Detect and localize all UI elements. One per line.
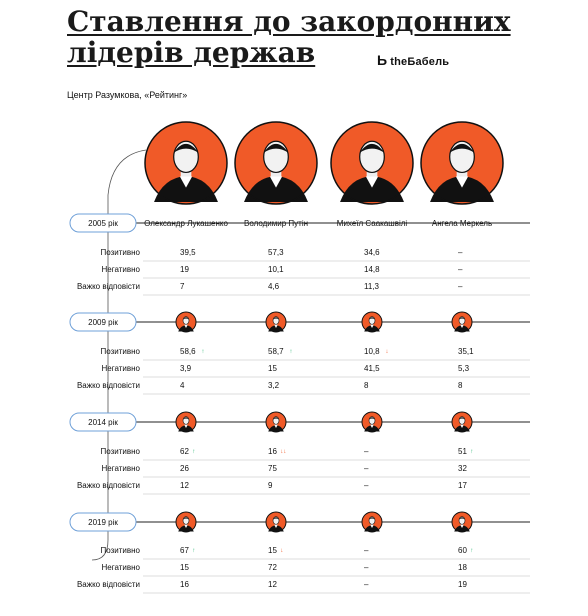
table-cell: 58,6 [180,347,196,356]
table-cell: 8 [458,381,463,390]
table-cell: 5,3 [458,364,470,373]
table-cell: – [458,265,463,274]
row-label: Позитивно [100,248,140,257]
mini-saakashvili-portrait-icon [362,412,382,432]
leader-name: Михеїл Саакашвілі [336,219,408,228]
saakashvili-portrait-icon [331,122,413,204]
leader-name: Олександр Лукашенко [144,219,228,228]
trend-arrow: ↑ [192,449,196,455]
row-label: Важко відповісти [76,282,140,291]
lukashenko-portrait-icon [145,122,227,204]
leader-name: Володимир Путін [243,219,309,228]
year-label: 2019 рік [88,518,118,527]
table-cell: 35,1 [458,347,474,356]
trend-arrow: ↓↓ [280,449,287,455]
table-cell: – [364,464,369,473]
trend-arrow: ↓ [385,349,389,355]
table-cell: 19 [180,265,189,274]
row-label: Негативно [101,464,140,473]
table-cell: 10,1 [268,265,284,274]
trend-arrow: ↑ [192,548,196,554]
row-label: Позитивно [100,347,140,356]
table-cell: 34,6 [364,248,380,257]
title-line-2: лідерів держав [67,36,316,69]
table-cell: 57,3 [268,248,284,257]
row-label: Позитивно [100,447,140,456]
table-cell: 8 [364,381,369,390]
table-cell: – [458,282,463,291]
source-caption: Центр Разумкова, «Рейтинг» [67,90,188,100]
mini-merkel-portrait-icon [452,412,472,432]
table-cell: 26 [180,464,189,473]
mini-putin-portrait-icon [266,512,286,532]
row-label: Важко відповісти [76,481,140,490]
trend-arrow: ↑ [289,349,293,355]
row-label: Важко відповісти [76,381,140,390]
table-cell: – [364,563,369,572]
trend-arrow: ↑ [470,548,474,554]
mini-merkel-portrait-icon [452,512,472,532]
mini-putin-portrait-icon [266,312,286,332]
table-cell: 62 [180,447,189,456]
table-cell: 67 [180,546,189,555]
year-label: 2014 рік [88,418,118,427]
leader-name: Ангела Меркель [431,219,493,228]
table-cell: 15 [180,563,189,572]
year-label: 2009 рік [88,318,118,327]
row-label: Важко відповісти [76,580,140,589]
brand-mark-icon: Ь [377,52,388,68]
table-cell: – [364,546,369,555]
table-cell: 51 [458,447,467,456]
putin-portrait-icon [235,122,317,204]
table-cell: 32 [458,464,467,473]
mini-putin-portrait-icon [266,412,286,432]
mini-merkel-portrait-icon [452,312,472,332]
table-cell: 9 [268,481,273,490]
brand-name: theБабель [390,56,450,68]
mini-saakashvili-portrait-icon [362,312,382,332]
table-cell: 3,9 [180,364,192,373]
table-cell: – [364,580,369,589]
trend-arrow: ↑ [201,349,205,355]
title-line-1: Ставлення до закордонних [67,5,511,38]
table-cell: 19 [458,580,467,589]
table-cell: 75 [268,464,277,473]
table-cell: 11,3 [364,282,379,291]
trend-arrow: ↑ [470,449,474,455]
table-cell: 58,7 [268,347,284,356]
table-cell: 41,5 [364,364,380,373]
table-cell: 39,5 [180,248,196,257]
table-cell: – [458,248,463,257]
table-cell: 7 [180,282,185,291]
mini-saakashvili-portrait-icon [362,512,382,532]
table-cell: 18 [458,563,467,572]
table-cell: 16 [268,447,277,456]
table-cell: – [364,447,369,456]
table-cell: 4,6 [268,282,280,291]
table-cell: 3,2 [268,381,280,390]
table-cell: – [364,481,369,490]
table-cell: 12 [268,580,277,589]
row-label: Негативно [101,563,140,572]
table-cell: 15 [268,546,277,555]
row-label: Негативно [101,364,140,373]
table-cell: 17 [458,481,467,490]
mini-lukashenko-portrait-icon [176,412,196,432]
year-label: 2005 рік [88,219,118,228]
row-label: Позитивно [100,546,140,555]
trend-arrow: ↓ [280,548,284,554]
table-cell: 12 [180,481,189,490]
table-cell: 72 [268,563,277,572]
merkel-portrait-icon [421,122,503,204]
table-cell: 15 [268,364,277,373]
table-cell: 10,8 [364,347,380,356]
table-cell: 4 [180,381,185,390]
table-cell: 16 [180,580,189,589]
mini-lukashenko-portrait-icon [176,512,196,532]
table-cell: 60 [458,546,467,555]
table-cell: 14,8 [364,265,380,274]
mini-lukashenko-portrait-icon [176,312,196,332]
row-label: Негативно [101,265,140,274]
